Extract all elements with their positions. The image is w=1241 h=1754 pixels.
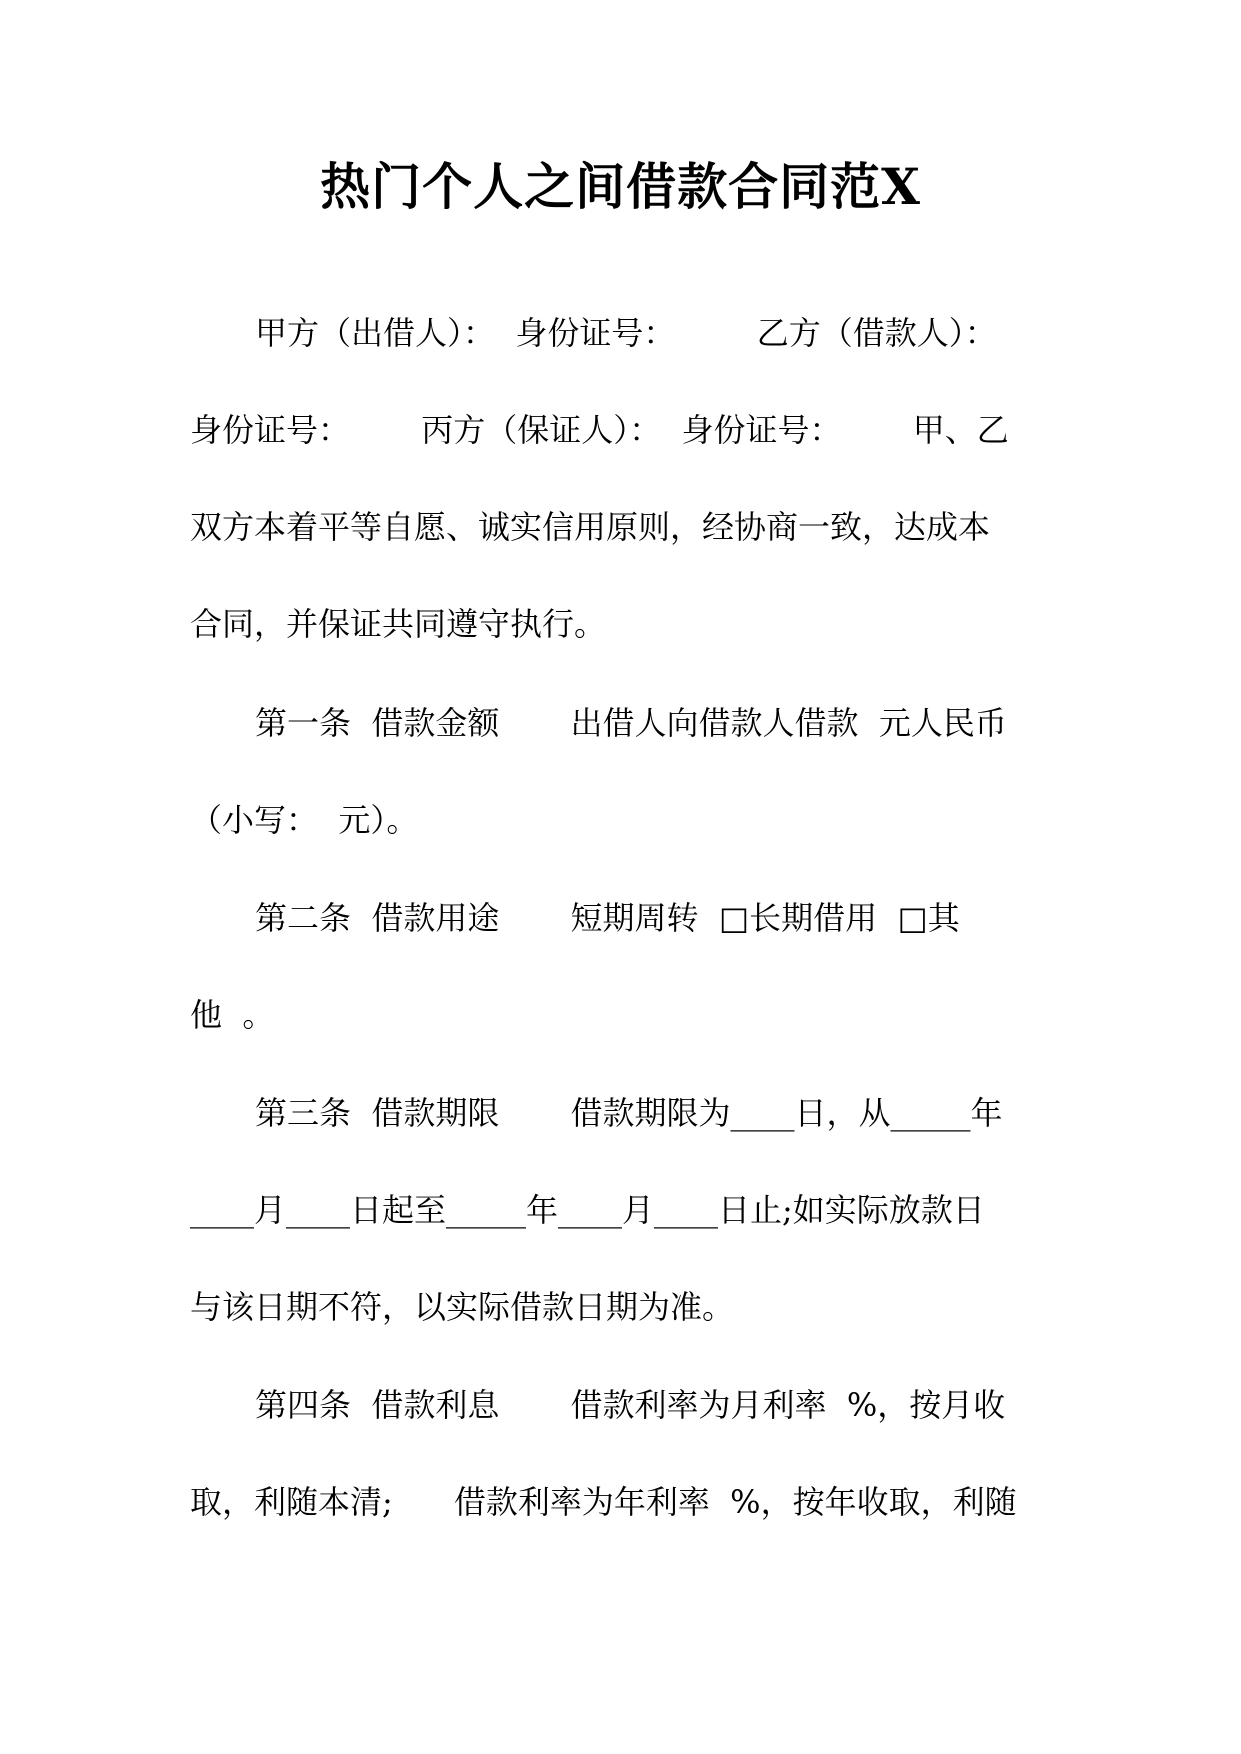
paragraph-line: 第二条 借款用途 短期周转 □长期借用 □其 (255, 899, 960, 937)
paragraph-line: 甲方（出借人）： 身份证号： 乙方（借款人）： (255, 314, 997, 352)
paragraph-line: 第一条 借款金额 出借人向借款人借款 元人民币 (255, 704, 1007, 742)
paragraph-line: 合同，并保证共同遵守执行。 (190, 605, 607, 643)
paragraph-line: 双方本着平等自愿、诚实信用原则，经协商一致，达成本 (190, 508, 991, 546)
paragraph-line: 身份证号： 丙方（保证人）： 身份证号： 甲、乙 (190, 411, 1009, 449)
document-title: 热门个人之间借款合同范X (320, 157, 921, 216)
paragraph-line: ____月____日起至_____年____月____日止;如实际放款日 (190, 1191, 985, 1229)
paragraph-line: 第四条 借款利息 借款利率为月利率 %，按月收 (255, 1386, 1006, 1424)
paragraph-line: 取，利随本清; 借款利率为年利率 %，按年收取，利随 (190, 1483, 1017, 1521)
paragraph-line: 与该日期不符，以实际借款日期为准。 (190, 1288, 735, 1326)
paragraph-line: 第三条 借款期限 借款期限为____日，从_____年 (255, 1094, 1003, 1132)
paragraph-line: 他 。 (190, 996, 275, 1034)
paragraph-line: （小写： 元）。 (190, 801, 419, 839)
